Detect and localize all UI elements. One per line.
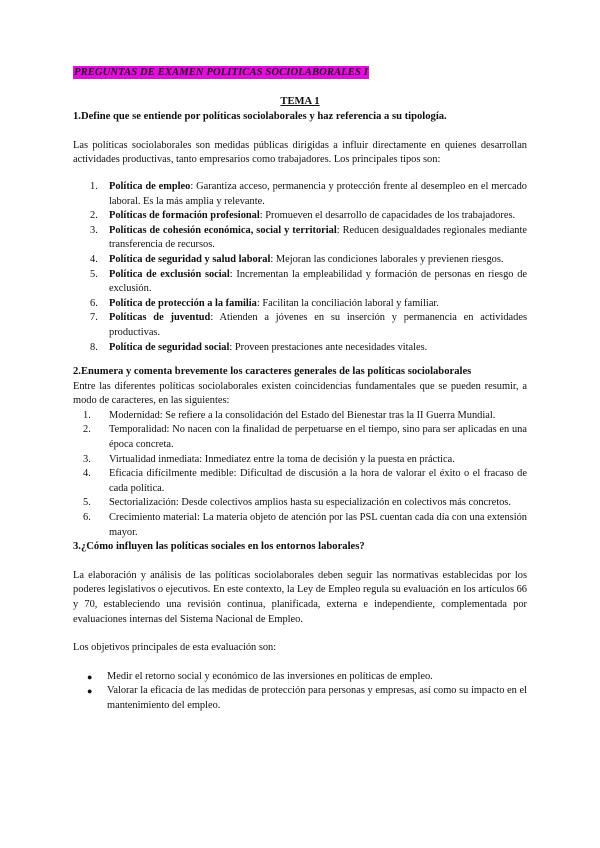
item-text: Crecimiento material: La materia objeto de atención por las PSL cuentan cada día con una extensión mayor. — [109, 512, 527, 538]
item-text: Sectorialización: Desde colectivos amplios hasta su especialización en colectivos más concretos. — [109, 497, 511, 509]
list-item — [73, 341, 527, 356]
item-number: 4. — [90, 253, 98, 265]
list-item — [73, 684, 527, 713]
item-number: 1. — [83, 409, 91, 421]
question-3-title: 3.¿Cómo influyen las políticas sociales en los entornos laborales? — [73, 541, 365, 553]
question-3-paragraph: La elaboración y análisis de las políticas sociolaborales deben seguir las normativas establecidas por los poderes legislativos o ejecutivos. En este contexto, la Ley de Empleo regula su evaluación en los artículos 66 y 70, estableciendo una revisión continua, planificada, externa e independiente, complementada por evaluaciones internas del Sistema Nacional de Empleo. — [73, 569, 527, 625]
question-3-objectives-intro: Los objetivos principales de esta evaluación son: — [73, 642, 277, 654]
objectives-list — [73, 670, 527, 714]
list-item — [73, 209, 527, 224]
item-number: 7. — [90, 312, 98, 324]
item-text: Virtualidad inmediata: Inmediatez entre la toma de decisión y la puesta en práctica. — [109, 453, 455, 465]
item-text: Medir el retorno social y económico de las inversiones en políticas de empleo. — [107, 670, 433, 682]
item-term: Política de empleo — [109, 180, 191, 192]
item-number: 2. — [83, 424, 91, 436]
item-text: : Atienden a jóvenes en su inserción y permanencia en actividades productivas. — [109, 312, 527, 338]
item-number: 5. — [90, 268, 98, 280]
list-item — [73, 670, 527, 685]
list-item — [73, 409, 527, 424]
list-item — [73, 511, 527, 540]
item-number: 3. — [83, 453, 91, 465]
item-number: 5. — [83, 497, 91, 509]
item-text: Eficacia difícilmente medible: Dificultad de discusión a la hora de valorar el éxito o el fracaso de cada política. — [109, 468, 527, 494]
item-term: Política de exclusión social — [109, 268, 230, 280]
tema-heading: TEMA 1 — [280, 95, 320, 107]
item-text: : Garantiza acceso, permanencia y protección frente al desempleo en el mercado laboral. Es la más amplia y relevante. — [109, 180, 528, 207]
characteristics-list — [73, 409, 527, 540]
item-text: : Mejoran las condiciones laborales y previenen riesgos. — [270, 253, 504, 265]
item-number: 1. — [90, 180, 98, 192]
item-text: : Promueven el desarrollo de capacidades de los trabajadores. — [259, 210, 516, 222]
item-text: : Reducen desigualdades regionales mediante transferencia de recursos. — [109, 224, 527, 251]
item-number: 2. — [90, 210, 98, 222]
question-2-intro: Entre las diferentes políticas sociolaborales existen coincidencias fundamentales que se pueden resumir, a modo de caracteres, en las siguientes: — [73, 380, 527, 407]
item-text: Valorar la eficacia de las medidas de protección para personas y empresas, así como su impacto en el mantenimiento del empleo. — [107, 685, 527, 711]
list-item — [73, 268, 527, 297]
item-text: Modernidad: Se refiere a la consolidación del Estado del Bienestar tras la II Guerra Mundial. — [109, 409, 496, 421]
item-number: 8. — [90, 341, 98, 353]
highlighted-title: PREGUNTAS DE EXAMEN POLITICAS SOCIOLABORALES I — [74, 67, 368, 78]
item-term: Políticas de cohesión económica, social y territorial — [109, 224, 337, 236]
item-term: Políticas de formación profesional — [109, 210, 260, 222]
bullet-icon: ● — [87, 671, 93, 682]
list-item — [73, 253, 527, 268]
item-number: 6. — [90, 297, 98, 309]
list-item — [73, 224, 527, 253]
list-item — [73, 180, 527, 209]
document-header — [73, 66, 527, 81]
list-item — [73, 297, 527, 312]
item-number: 6. — [83, 512, 91, 524]
question-1-title: 1.Define que se entiende por políticas sociolaborales y haz referencia a su tipología. — [73, 111, 447, 123]
question-2-title: 2.Enumera y comenta brevemente los caracteres generales de las políticas sociolaborales — [73, 366, 472, 378]
list-item — [73, 496, 527, 511]
item-text: : Proveen prestaciones ante necesidades vitales. — [229, 341, 428, 353]
item-text: Temporalidad: No nacen con la finalidad de perpetuarse en el tiempo, sino para ser aplicadas en una época concreta. — [109, 424, 527, 451]
document-page — [73, 66, 527, 714]
item-text: : Facilitan la conciliación laboral y familiar. — [256, 297, 439, 309]
item-term: Política de seguridad social — [109, 341, 230, 353]
question-1-intro: Las políticas sociolaborales son medidas públicas dirigidas a influir directamente en quienes desarrollan actividades productivas, tanto empresarios como trabajadores. Los principales tipos son: — [73, 139, 527, 166]
list-item — [73, 311, 527, 340]
list-item — [73, 423, 527, 452]
item-term: Política de protección a la familia — [109, 297, 257, 309]
item-term: Política de seguridad y salud laboral — [109, 253, 271, 265]
list-item — [73, 467, 527, 496]
list-item — [73, 453, 527, 468]
item-text: : Incrementan la empleabilidad y formación de personas en riesgo de exclusión. — [109, 268, 528, 295]
item-term: Políticas de juventud — [109, 312, 211, 324]
item-number: 3. — [90, 224, 98, 236]
item-number: 4. — [83, 468, 91, 480]
policy-types-list — [73, 180, 527, 355]
bullet-icon: ● — [87, 686, 93, 697]
